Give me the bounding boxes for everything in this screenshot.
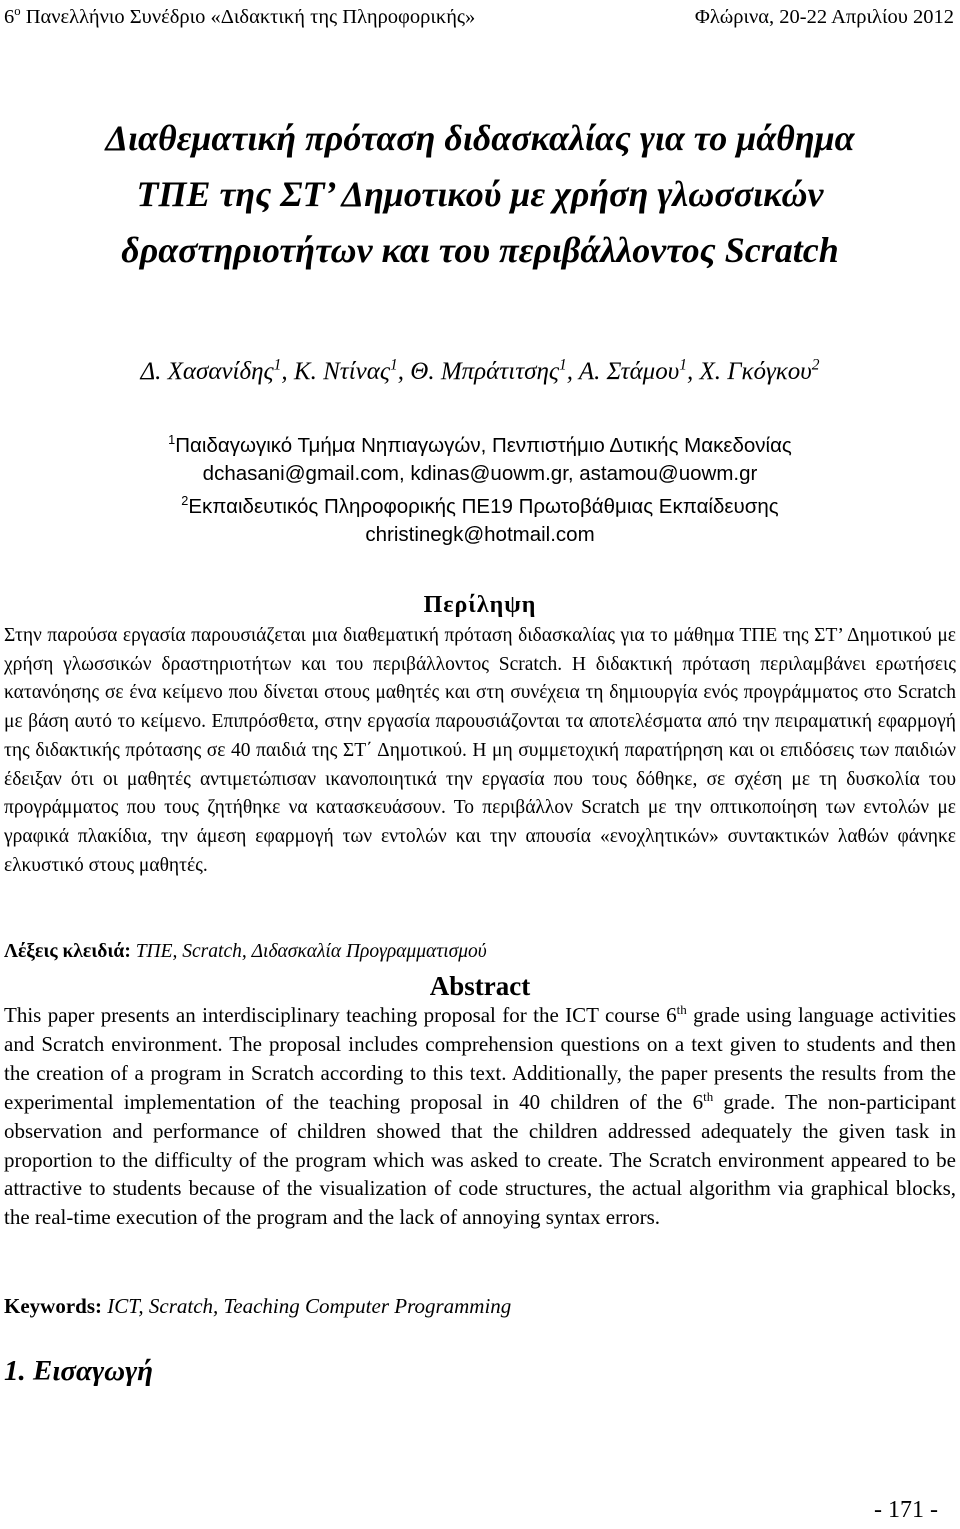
affiliation-institution: $^2$Εκπαιδευτικός Πληροφορικής ΠΕ19 Πρωτοβάθμιας Εκπαίδευσης xyxy=(181,493,779,518)
affiliation-emails: christinegk@hotmail.com xyxy=(365,523,595,546)
greek-abstract-text: Στην παρούσα εργασία παρουσιάζεται μια διαθεματική πρόταση διδασκαλίας για το μάθημα ΤΠΕ της ΣΤ’ Δημοτικού με χρήση γλωσσικών δραστηριοτήτων και του περιβάλλοντος Scratch. Η διδακτική πρόταση περιλαμβάνει ερωτήσεις κατανόησης σε ένα κείμενο που δίνεται στους μαθητές και στη συνέχεια τη δημιουργία ενός προγράμματος στο Scratch με βάση αυτό το κείμενο. Επιπρόσθετα, στην εργασία παρουσιάζονται τα αποτελέσματα από την πειραματική εφαρμογή της διδακτικής πρότασης σε 40 παιδιά της ΣΤ΄ Δημοτικού. Η μη συμμετοχική παρατήρηση και οι επιδόσεις των παιδιών έδειξαν ότι οι μαθητές αντιμετώπισαν ικανοποιητικά την εργασία που τους δόθηκε, σε σχέση με τη δυσκολία του προγράμματος που τους ζητήθηκε να κατασκευάσουν. Το περιβάλλον Scratch με την οπτικοποίηση των εντολών με γραφικά πλακίδια, την άμεση εφαρμογή των εντολών και την απουσία «ενοχλητικών» συντακτικών λαθών φάνηκε ελκυστικό στους μαθητές. xyxy=(4,625,956,876)
author-list xyxy=(0,352,960,392)
running-header xyxy=(4,4,954,30)
english-abstract-heading: Abstract xyxy=(429,971,531,1001)
conference-number: 6 xyxy=(4,6,15,28)
paper-title xyxy=(0,110,960,278)
author: Κ. Ντίνας$^1$, xyxy=(293,356,411,385)
english-keywords xyxy=(4,1292,956,1320)
page-number: - 171 - xyxy=(874,1497,938,1523)
title-line: Διαθεματική πρόταση διδασκαλίας για το μάθημα xyxy=(105,118,855,158)
greek-keywords xyxy=(4,938,956,966)
author: Α. Στάμου$^1$, xyxy=(578,356,700,385)
greek-abstract-heading: Περίληψη xyxy=(423,592,537,618)
affiliation-emails: dchasani@gmail.com, kdinas@uowm.gr, astamou@uowm.gr xyxy=(202,462,758,485)
author: Θ. Μπράτιτσης$^1$, xyxy=(410,356,579,385)
author: Χ. Γκόγκου$^2$ xyxy=(699,356,820,385)
keywords-label: Λέξεις κλειδιά: xyxy=(4,941,131,962)
title-line: δραστηριοτήτων και του περιβάλλοντος Scratch xyxy=(121,230,839,270)
english-abstract-text: This paper presents an interdisciplinary teaching proposal for the ICT course 6th grade using language activities and Scratch environment. The proposal includes comprehension questions on a text given to students and then the creation of a program in Scratch according to this text. Additionally, the paper presents the results from the experimental implementation of the teaching proposal in 40 children of the 6th grade. The non-participant observation and performance of children showed that the children addressed adequately the given task in proportion to the difficulty of the program which was asked to create. The Scratch environment appeared to be attractive to students because of the visualization of code structures, the actual algorithm via graphical blocks, the real-time execution of the program and the lack of annoying syntax errors. xyxy=(4,1002,956,1230)
section-heading: 1. Εισαγωγή xyxy=(4,1355,154,1387)
author: Δ. Χασανίδης$^1$, xyxy=(140,356,294,385)
conference-title: Πανελλήνιο Συνέδριο «Διδακτική της Πληροφορικής» xyxy=(20,6,476,28)
keywords-list: ΤΠΕ, Scratch, Διδασκαλία Προγραμματισμού xyxy=(130,941,487,962)
keywords-label: Keywords: xyxy=(4,1294,102,1318)
keywords-list: ICT, Scratch, Teaching Computer Programming xyxy=(102,1294,512,1318)
affiliation-institution: $^1$Παιδαγωγικό Τμήμα Νηπιαγωγών, Πενπιστήμιο Δυτικής Μακεδονίας xyxy=(168,432,792,457)
title-line: ΤΠΕ της ΣΤ’ Δημοτικού με χρήση γλωσσικών xyxy=(136,174,824,214)
conference-place-date: Φλώρινα, 20-22 Απριλίου 2012 xyxy=(694,6,954,28)
affiliation xyxy=(0,432,960,488)
conference-name xyxy=(4,4,475,30)
conference-ordinal: ο xyxy=(14,4,21,19)
affiliation xyxy=(0,493,960,549)
